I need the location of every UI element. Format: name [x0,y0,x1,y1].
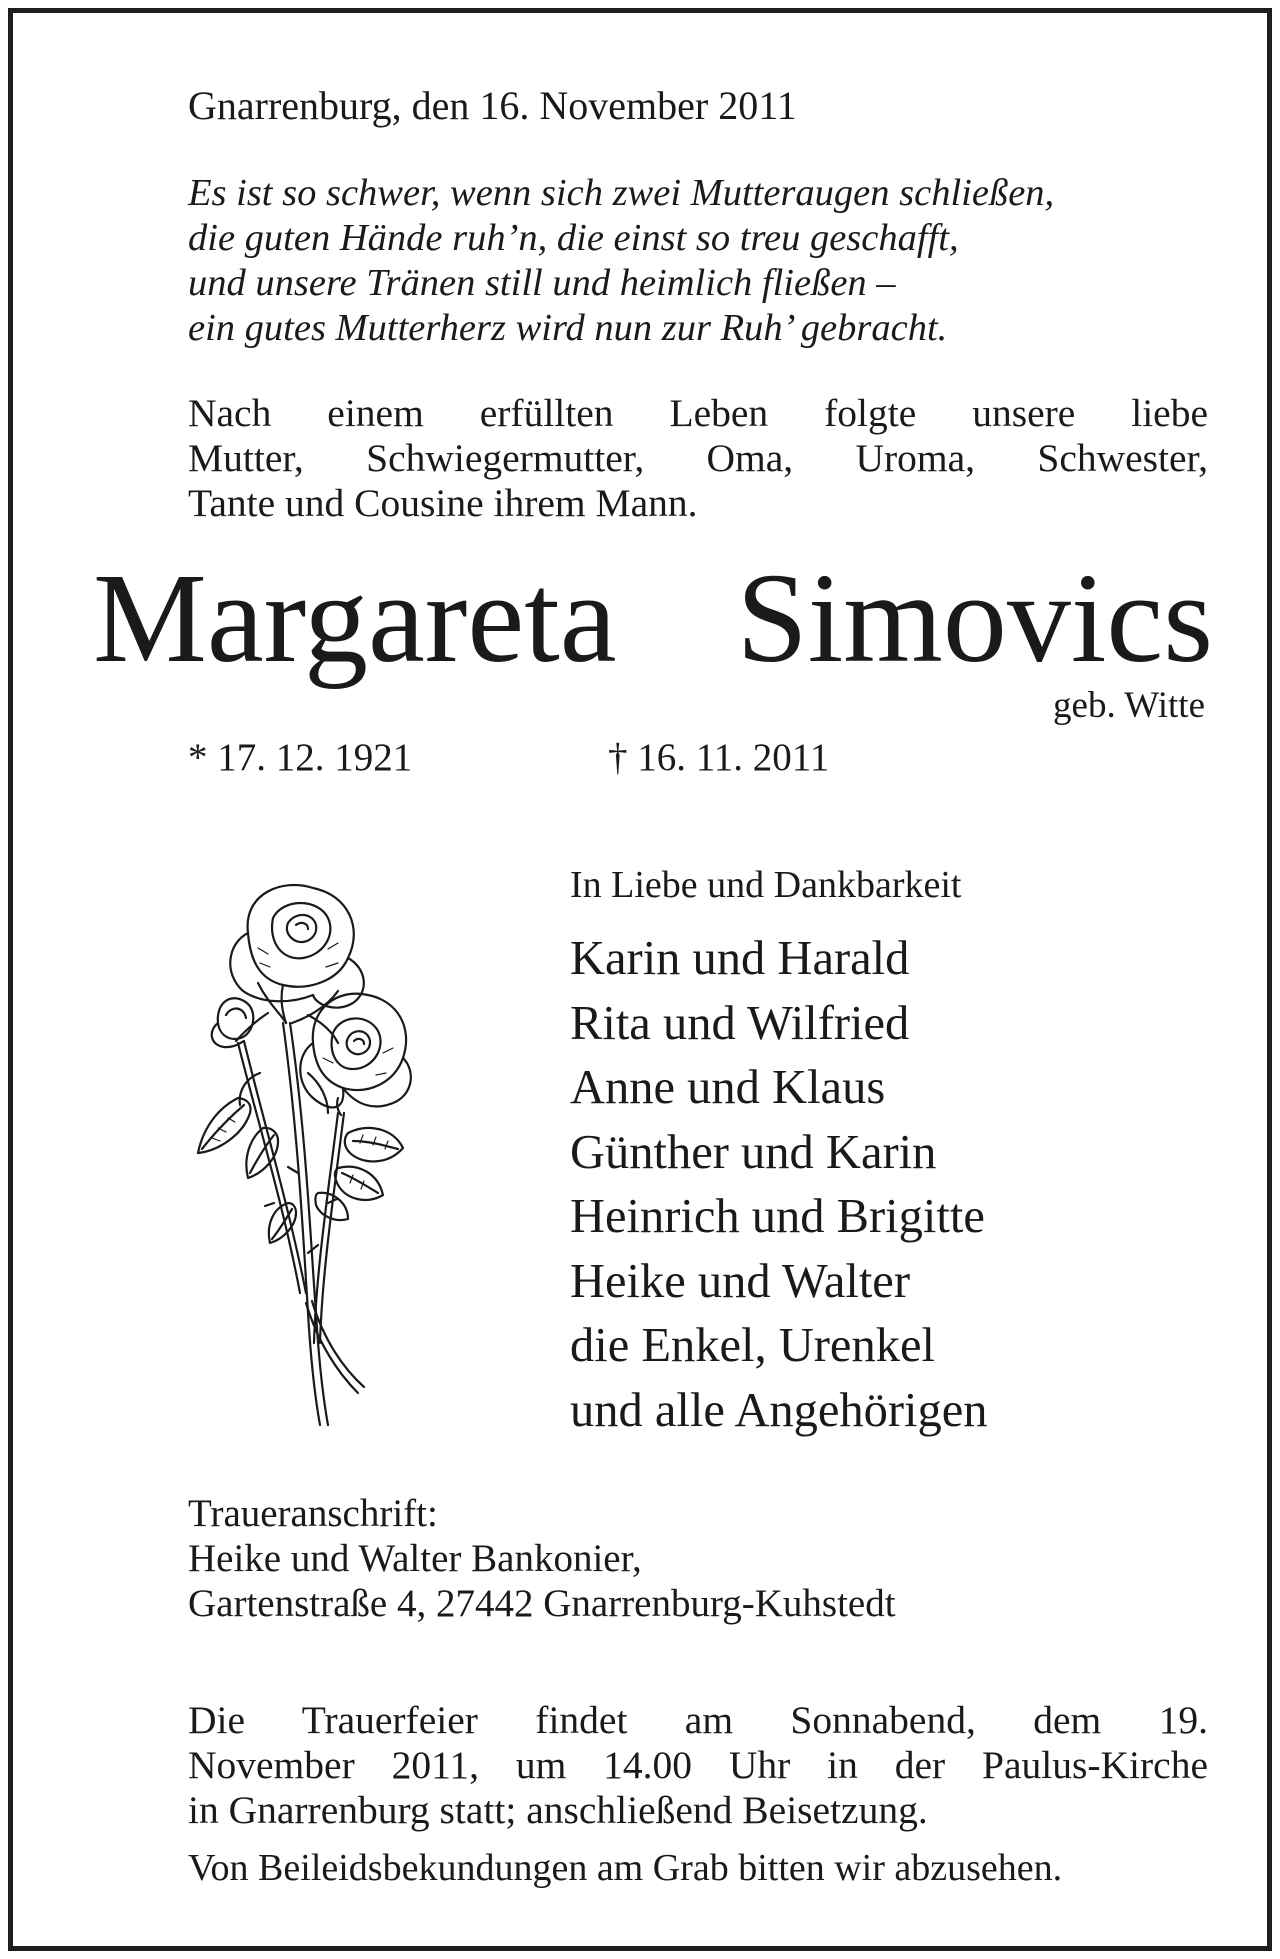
poem-line: die guten Hände ruh’n, die einst so treu geschafft, [188,217,959,259]
intro-paragraph [188,391,1208,526]
family-member: und alle Angehörigen [570,1383,988,1437]
intro-line: Mutter, Schwiegermutter, Oma, Uroma, Schwester, [188,436,1208,480]
closing-note: Von Beileidsbekundungen am Grab bitten wir abzusehen. [188,1847,1063,1889]
poem-line: ein gutes Mutterherz wird nun zur Ruh’ gebracht. [188,307,948,349]
family-member: Heinrich und Brigitte [570,1190,985,1243]
family-member: Karin und Harald [570,932,910,985]
family-member: Günther und Karin [570,1125,937,1179]
address-line: Gartenstraße 4, 27442 Gnarrenburg-Kuhstedt [188,1582,896,1625]
ceremony-line: in Gnarrenburg statt; anschließend Beisetzung. [188,1788,928,1832]
death-date: † 16. 11. 2011 [608,736,830,779]
intro-line: Nach einem erfüllten Leben folgte unsere liebe [188,391,1208,435]
address-line: Traueranschrift: [188,1492,438,1535]
deceased-name: Margareta Simovics [93,547,1213,689]
birth-date: * 17. 12. 1921 [188,736,413,779]
place-date: Gnarrenburg, den 16. November 2011 [188,83,797,128]
address-line: Heike und Walter Bankonier, [188,1537,642,1580]
family-member: Rita und Wilfried [570,996,910,1050]
poem-line: und unsere Tränen still und heimlich fließen – [188,262,896,304]
birth-name: geb. Witte [1053,685,1205,726]
obituary-notice [8,8,1272,1951]
poem [188,171,1054,351]
ceremony-line: Die Trauerfeier findet am Sonnabend, dem 19. [188,1698,1208,1742]
ceremony-line: November 2011, um 14.00 Uhr in der Paulus-Kirche [188,1743,1208,1787]
dedication: In Liebe und Dankbarkeit [570,864,962,906]
family-member: Heike und Walter [570,1254,910,1308]
family-list [570,927,988,1443]
ceremony-info [188,1698,1208,1833]
mourning-address [188,1491,896,1626]
family-member: Anne und Klaus [570,1061,886,1114]
rose-drawing-icon [188,873,458,1433]
poem-line: Es ist so schwer, wenn sich zwei Mutteraugen schließen, [188,172,1055,214]
intro-line: Tante und Cousine ihrem Mann. [188,481,698,525]
family-member: die Enkel, Urenkel [570,1319,935,1372]
